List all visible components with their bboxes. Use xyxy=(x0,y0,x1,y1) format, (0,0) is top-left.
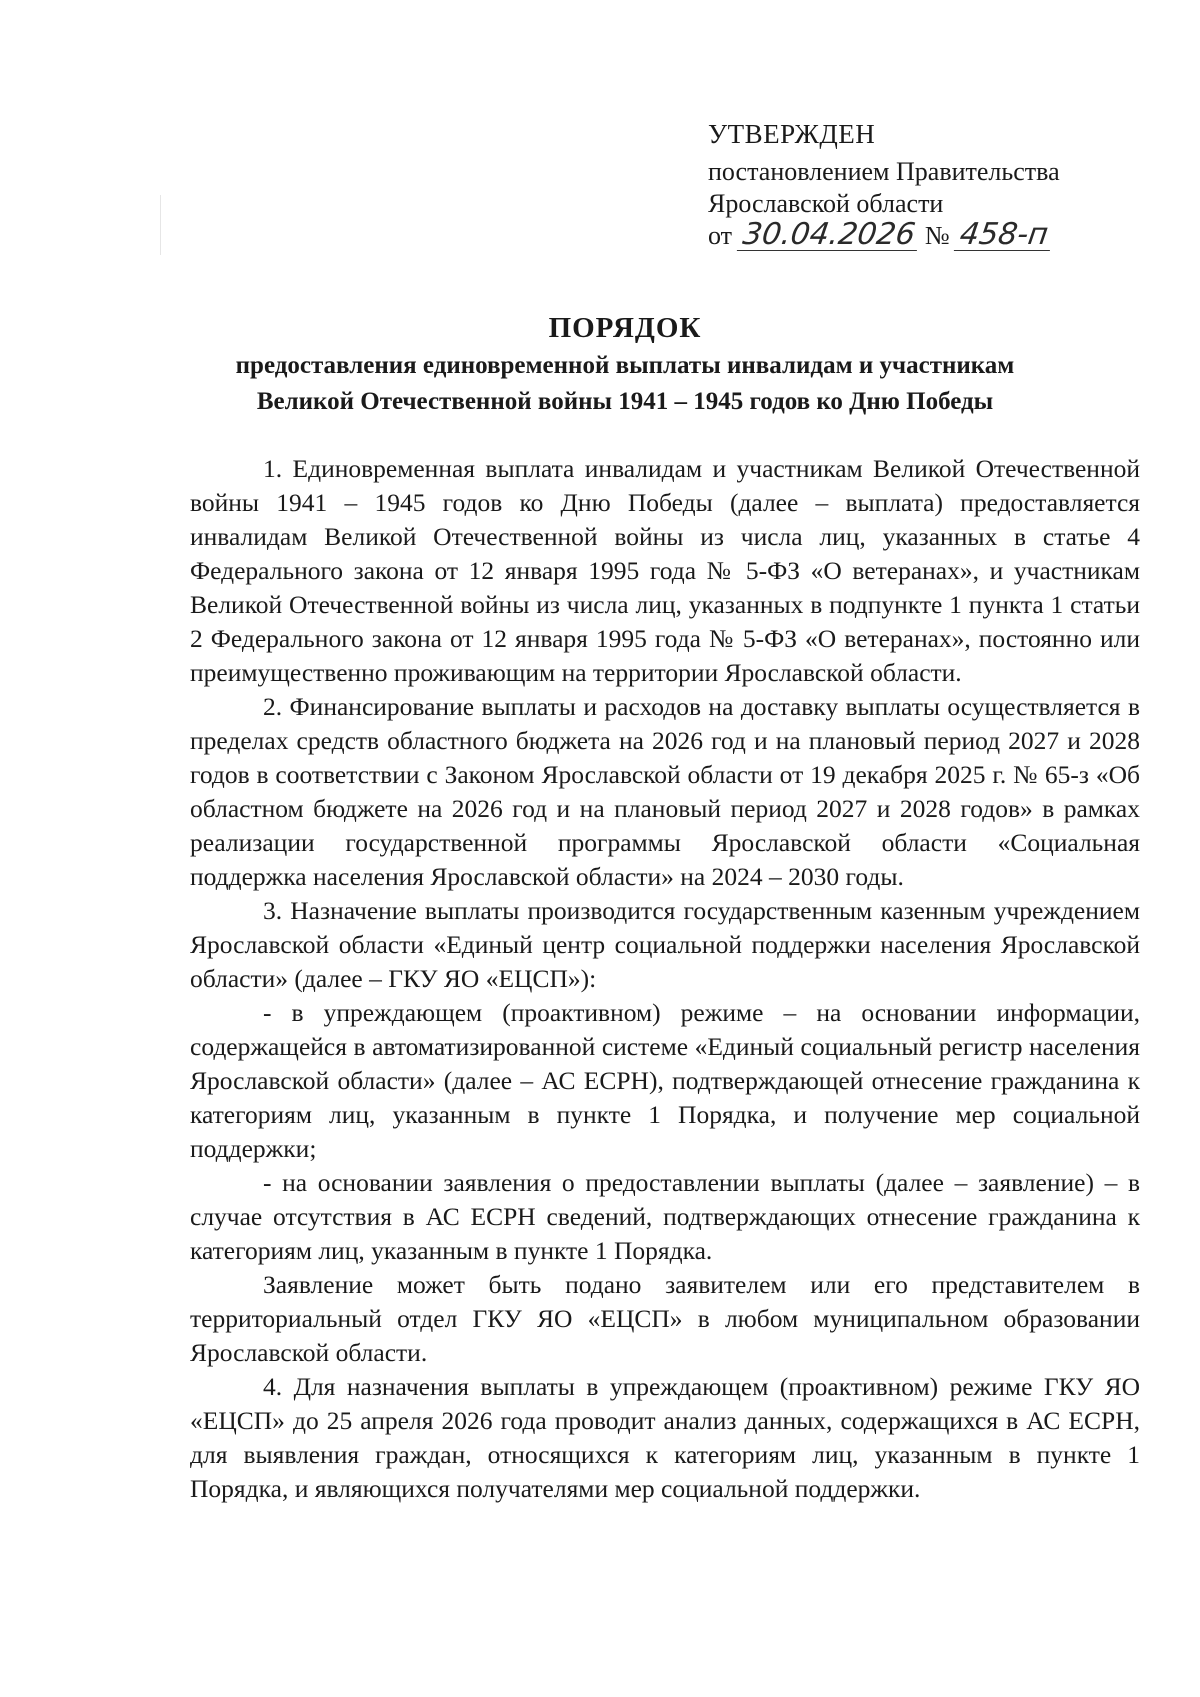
document-subtitle-line2: Великой Отечественной войны 1941 – 1945 годов ко Дню Победы xyxy=(256,388,994,415)
scan-margin-artifact xyxy=(160,195,161,255)
paragraph-2: 2. Финансирование выплаты и расходов на доставку выплаты осуществляется в пределах средств областного бюджета на 2026 год и на плановый период 2027 и 2028 годов в соответствии с Законом Ярославской области от 19 декабря 2025 г. № 65-з «Об областном бюджете на 2026 год и на плановый период 2027 и 2028 годов» в рамках реализации государственной программы Ярославской области «Социальная поддержка населения Ярославской области» на 2024 – 2030 годы. xyxy=(190,692,1140,891)
number-prefix: № xyxy=(924,221,950,250)
paragraph-application-submission: Заявление может быть подано заявителем или его представителем в территориальный отдел ГКУ ЯО «ЕЦСП» в любом муниципальном образовании Ярославской области. xyxy=(190,1270,1140,1367)
approval-line-government: постановлением Правительства xyxy=(708,157,1060,186)
paragraph-3-item-application: - на основании заявления о предоставлении выплаты (далее – заявление) – в случае отсутствия в АС ЕСРН сведений, подтверждающих отнесение гражданина к категориям лиц, указанным в пункте 1 Порядка. xyxy=(190,1168,1140,1265)
paragraph-3: 3. Назначение выплаты производится государственным казенным учреждением Ярославской области «Единый центр социальной поддержки населения Ярославской области» (далее – ГКУ ЯО «ЕЦСП»): xyxy=(190,896,1140,993)
document-title: ПОРЯДОК xyxy=(548,312,702,344)
document-heading xyxy=(150,310,1100,418)
approval-line-region: Ярославской области xyxy=(708,189,944,218)
paragraph-4: 4. Для назначения выплаты в упреждающем (проактивном) режиме ГКУ ЯО «ЕЦСП» до 25 апреля 2026 года проводит анализ данных, содержащихся в АС ЕСРН, для выявления граждан, относящихся к категориям лиц, указанным в пункте 1 Порядка, и являющихся получателями мер социальной поддержки. xyxy=(190,1372,1140,1503)
approval-stamp-block xyxy=(708,118,1060,252)
date-prefix: от xyxy=(708,221,733,250)
document-body xyxy=(190,452,1140,1506)
paragraph-1: 1. Единовременная выплата инвалидам и участникам Великой Отечественной войны 1941 – 1945 годов ко Дню Победы (далее – выплата) предоставляется инвалидам Великой Отечественной войны из числа лиц, указанных в статье 4 Федерального закона от 12 января 1995 года № 5-ФЗ «О ветеранах», и участникам Великой Отечественной войны из числа лиц, указанных в подпункте 1 пункта 1 статьи 2 Федерального закона от 12 января 1995 года № 5-ФЗ «О ветеранах», постоянно или преимущественно проживающим на территории Ярославской области. xyxy=(190,454,1140,687)
approval-date-number-line xyxy=(708,217,1060,252)
document-subtitle-line1: предоставления единовременной выплаты инвалидам и участникам xyxy=(235,352,1015,379)
handwritten-date: 30.04.2026 xyxy=(736,220,920,251)
approval-title: УТВЕРЖДЕН xyxy=(708,119,876,149)
paragraph-3-item-proactive: - в упреждающем (проактивном) режиме – на основании информации, содержащейся в автоматизированной системе «Единый социальный регистр населения Ярославской области» (далее – АС ЕСРН), подтверждающей отнесение гражданина к категориям лиц, указанным в пункте 1 Порядка, и получение мер социальной поддержки; xyxy=(190,998,1140,1163)
handwritten-number: 458-п xyxy=(954,220,1054,251)
